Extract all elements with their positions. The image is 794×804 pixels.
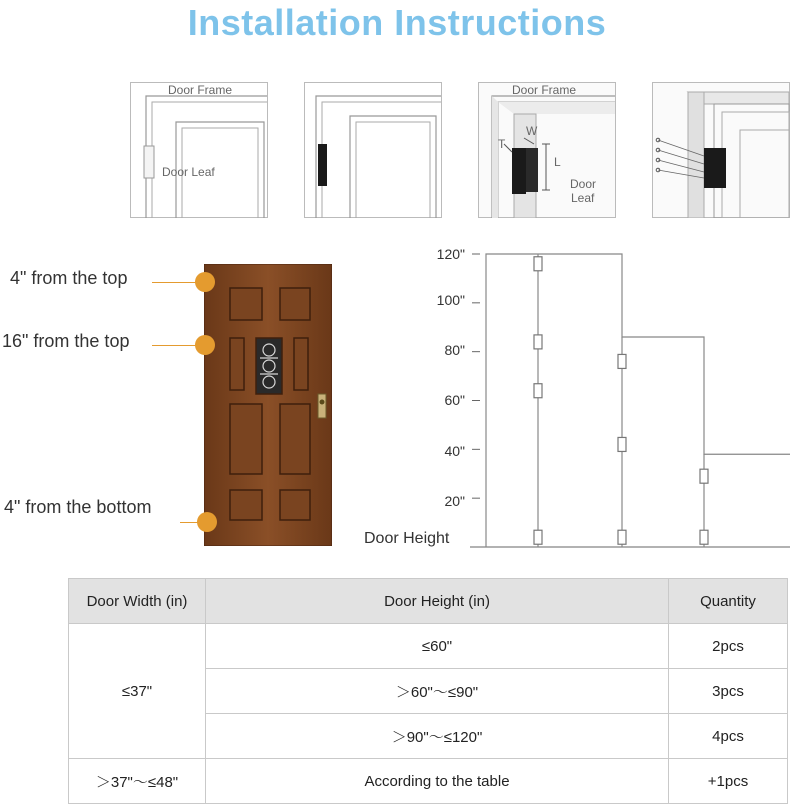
callout-bottom: 4" from the bottom (4, 497, 152, 517)
y-tick-label: 80" (444, 342, 465, 358)
table-row (69, 759, 788, 804)
width-cell: ＞37"～≤48" (69, 759, 206, 804)
hinge-mark (618, 437, 626, 451)
marker-top (195, 272, 215, 292)
hinge-quantity-table (68, 578, 788, 804)
hinge-mark (700, 530, 708, 544)
dimension-t-label: T (498, 137, 506, 151)
hinge-mark (618, 354, 626, 368)
diagram-door-frame-leaf (130, 82, 268, 218)
hinge-mark (534, 384, 542, 398)
marker-middle (195, 335, 215, 355)
diagram-lock-dimensions (478, 82, 616, 218)
y-tick-label: 20" (444, 493, 465, 509)
height-cell: ＞90"～≤120" (206, 714, 669, 759)
door-leaf-label: Door Leaf (162, 165, 215, 179)
diagram-lock-screws (652, 82, 790, 218)
y-tick-label: 60" (444, 392, 465, 408)
hinge-mark (534, 257, 542, 271)
callout-middle: 16" from the top (2, 331, 130, 351)
door-frame-label: Door Frame (512, 83, 577, 97)
door-leaf-label-line1: Door (570, 177, 597, 191)
y-tick-label: 40" (444, 443, 465, 459)
quantity-cell: +1pcs (669, 759, 788, 804)
door-leaf-label-line2: Leaf (571, 191, 595, 205)
y-axis-label: Door Height (364, 530, 450, 547)
door-illustration (204, 264, 332, 546)
hinge-mark (618, 530, 626, 544)
table-row (69, 624, 788, 669)
hinge-mark (534, 335, 542, 349)
width-cell: ≤37" (69, 624, 206, 759)
header-quantity: Quantity (669, 579, 788, 624)
diagram-lock-mounted (304, 82, 442, 218)
header-door-height: Door Height (in) (206, 579, 669, 624)
dimension-w-label: W (526, 124, 538, 138)
quantity-cell: 3pcs (669, 669, 788, 714)
marker-bottom (197, 512, 217, 532)
callout-top: 4" from the top (10, 268, 128, 288)
door-frame-label: Door Frame (168, 83, 233, 97)
hinge-mark (700, 469, 708, 483)
quantity-cell: 4pcs (669, 714, 788, 759)
y-tick-label: 120" (436, 246, 465, 262)
door-height-outline (486, 254, 790, 547)
table-header-row (69, 579, 788, 624)
dimension-l-label: L (554, 155, 561, 169)
y-tick-label: 100" (436, 292, 465, 308)
height-cell: ≤60" (206, 624, 669, 669)
hinge-mark (534, 530, 542, 544)
page-title: Installation Instructions (187, 2, 607, 43)
header-door-width: Door Width (in) (69, 579, 206, 624)
height-cell: According to the table (206, 759, 669, 804)
quantity-cell: 2pcs (669, 624, 788, 669)
height-cell: ＞60"～≤90" (206, 669, 669, 714)
